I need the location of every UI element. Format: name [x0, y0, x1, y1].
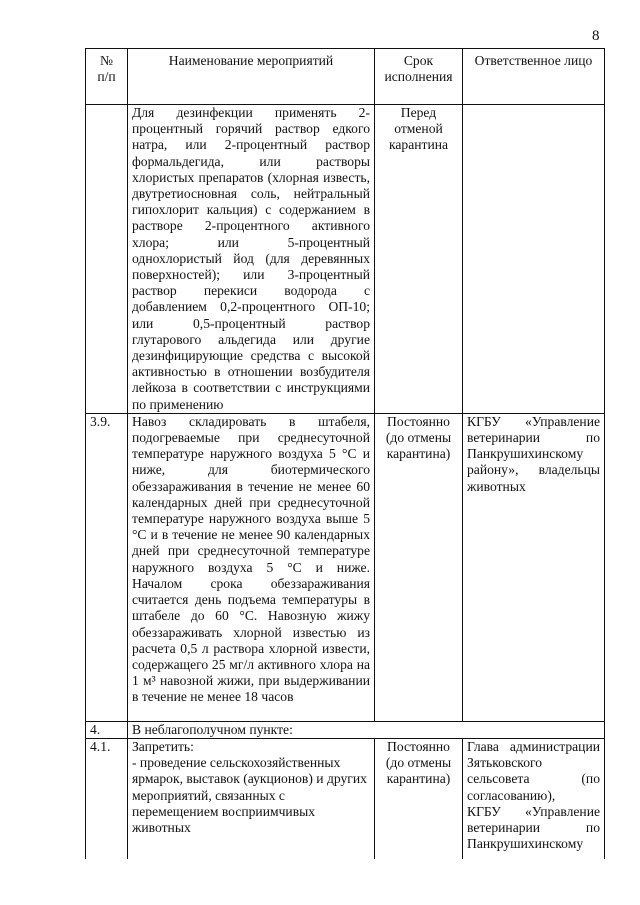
- row-term: [375, 413, 463, 721]
- measures-table: [85, 48, 605, 859]
- row-number-text: 3.9.: [90, 413, 111, 429]
- row-section-title: [128, 721, 605, 738]
- row-number: [86, 721, 128, 738]
- row-responsible: [463, 105, 605, 414]
- header-responsible: [463, 49, 605, 105]
- page-number: 8: [592, 28, 600, 44]
- row-responsible: [463, 739, 605, 859]
- row-term-text: Постоянно (до отмены карантина): [385, 413, 452, 462]
- row-number: [86, 413, 128, 721]
- row-term-text: Постоянно (до отмены карантина): [385, 739, 452, 787]
- table-row: [86, 721, 605, 738]
- table-row: [86, 739, 605, 859]
- header-number-text: № п/п: [97, 53, 116, 85]
- row-measure: [128, 105, 375, 414]
- row-term: [375, 739, 463, 859]
- row-measure: [128, 739, 375, 859]
- header-term: [375, 49, 463, 105]
- header-measures: [128, 49, 375, 105]
- header-number: [86, 49, 128, 105]
- row-number: [86, 739, 128, 859]
- row-section-title-text: В неблагополучном пункте:: [132, 721, 293, 737]
- row-responsible-text: КГБУ «Управление ветеринарии по Панкрушихинскому району», владельцы животных: [467, 413, 600, 494]
- header-responsible-text: Ответственное лицо: [474, 53, 593, 68]
- table-row: [86, 413, 605, 721]
- row-measure-text: Запретить: - проведение сельскохозяйственных ярмарок, выставок (аукционов) и других мероприятий, связанных с перемещением восприимчивых животных: [132, 739, 367, 836]
- row-responsible-text: Глава администрации Зятьковского сельсовета (по согласованию), КГБУ «Управление ветеринарии по Панкрушихинскому: [467, 739, 600, 852]
- row-term-text: Перед отменой карантина: [388, 105, 449, 153]
- table-header-row: [86, 49, 605, 105]
- row-number: [86, 105, 128, 414]
- row-number-text: 4.: [90, 721, 101, 737]
- header-measures-text: Наименование мероприятий: [168, 53, 334, 68]
- table-row: [86, 105, 605, 414]
- row-measure-text: Навоз складировать в штабеля, подогреваемые при среднесуточной температуре наружного воздуха 5 °С и ниже, для биотермического обеззараживания в течение не менее 60 календарных дней при среднесуточной температуре наружного воздуха выше 5 °С и в течение не менее 90 календарных дней при среднесуточной температуре наружного воздуха 5 °С и ниже. Началом срока обеззараживания считается день подъема температуры в штабеле до 60 °С. Навозную жижу обеззараживать хлорной известью из расчета 0,5 л раствора хлорной извести, содержащего 25 мг/л активного хлора на 1 м³ навозной жижи, при выдерживании в течение не менее 18 часов: [132, 413, 370, 705]
- row-term: [375, 105, 463, 414]
- row-responsible: [463, 413, 605, 721]
- row-measure: [128, 413, 375, 721]
- header-term-text: Срок исполнения: [384, 53, 453, 85]
- row-measure-text: Для дезинфекции применять 2-процентный горячий раствор едкого натра, или 2-процентный раствор формальдегида, или растворы хлористых препаратов (хлорная известь, двутретиосновная соль, нейтральный гипохлорит кальция) с содержанием в растворе 2-процентного активного хлора; или 5-процентный однохлористый йод (для деревянных поверхностей); или 3-процентный раствор перекиси водорода с добавлением 0,2-процентного ОП-10; или 0,5-процентный раствор глутарового альдегида или другие дезинфицирующие средства с высокой активностью в отношении возбудителя лейкоза в соответствии с инструкциями по применению: [132, 105, 370, 412]
- row-number-text: 4.1.: [90, 739, 111, 755]
